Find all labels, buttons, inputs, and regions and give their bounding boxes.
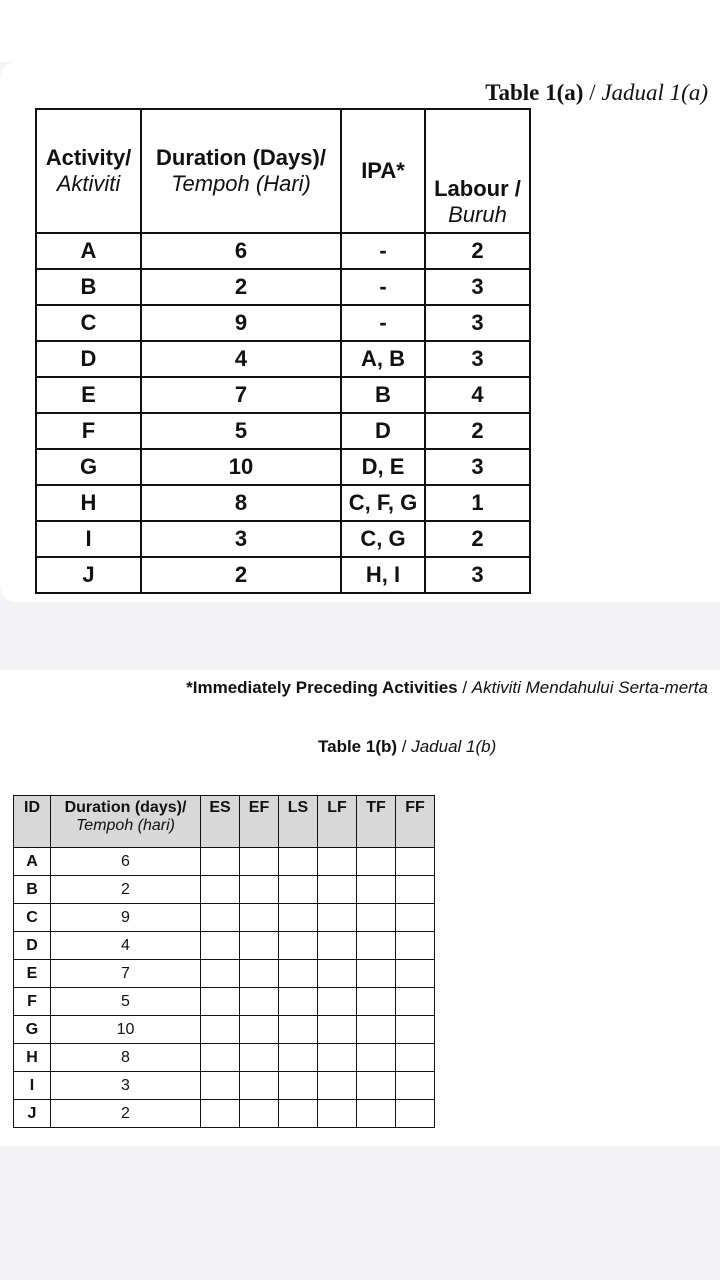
- cell-ff[interactable]: [396, 1016, 435, 1044]
- header-ef: EF: [240, 796, 279, 848]
- cell-ipa: -: [341, 233, 425, 269]
- cell-id: D: [14, 932, 51, 960]
- cell-es[interactable]: [201, 876, 240, 904]
- cell-tf[interactable]: [357, 960, 396, 988]
- cell-es[interactable]: [201, 1100, 240, 1128]
- cell-ls[interactable]: [279, 1016, 318, 1044]
- schedule-header-row: [14, 796, 435, 848]
- cell-es[interactable]: [201, 932, 240, 960]
- cell-ipa: C, G: [341, 521, 425, 557]
- cell-duration: 2: [51, 1100, 201, 1128]
- cell-ls[interactable]: [279, 932, 318, 960]
- schedule-row: [14, 876, 435, 904]
- header-activity-ms: Aktiviti: [56, 171, 121, 196]
- cell-ef[interactable]: [240, 904, 279, 932]
- cell-ff[interactable]: [396, 1100, 435, 1128]
- header-id: ID: [14, 796, 51, 848]
- header-lf: LF: [318, 796, 357, 848]
- cell-tf[interactable]: [357, 1100, 396, 1128]
- cell-ef[interactable]: [240, 1016, 279, 1044]
- cell-lf[interactable]: [318, 1072, 357, 1100]
- cell-ipa: B: [341, 377, 425, 413]
- cell-labour: 2: [425, 521, 530, 557]
- cell-id: A: [14, 848, 51, 876]
- cell-ipa: -: [341, 269, 425, 305]
- cell-ls[interactable]: [279, 1044, 318, 1072]
- cell-lf[interactable]: [318, 848, 357, 876]
- cell-ls[interactable]: [279, 988, 318, 1016]
- cell-ef[interactable]: [240, 1044, 279, 1072]
- cell-labour: 3: [425, 341, 530, 377]
- cell-duration: 7: [141, 377, 341, 413]
- cell-ef[interactable]: [240, 848, 279, 876]
- table-1b-title-ms: Jadual 1(b): [411, 737, 497, 756]
- header-activity: [36, 109, 141, 233]
- cell-ff[interactable]: [396, 988, 435, 1016]
- cell-lf[interactable]: [318, 904, 357, 932]
- cell-ff[interactable]: [396, 1072, 435, 1100]
- cell-duration: 10: [141, 449, 341, 485]
- cell-activity: A: [36, 233, 141, 269]
- top-blank-area: [0, 0, 720, 62]
- cell-ipa: D, E: [341, 449, 425, 485]
- cell-duration: 7: [51, 960, 201, 988]
- activity-table: [35, 108, 531, 594]
- schedule-row: [14, 904, 435, 932]
- cell-ef[interactable]: [240, 876, 279, 904]
- cell-tf[interactable]: [357, 876, 396, 904]
- header-duration: [51, 796, 201, 848]
- schedule-row: [14, 1044, 435, 1072]
- cell-labour: 3: [425, 449, 530, 485]
- cell-labour: 2: [425, 233, 530, 269]
- table-1a-title-en: Table 1(a): [485, 80, 584, 105]
- cell-es[interactable]: [201, 904, 240, 932]
- cell-es[interactable]: [201, 1016, 240, 1044]
- cell-lf[interactable]: [318, 1044, 357, 1072]
- cell-ipa: -: [341, 305, 425, 341]
- table-row: [36, 233, 530, 269]
- cell-lf[interactable]: [318, 960, 357, 988]
- title-separator: /: [583, 80, 602, 105]
- cell-ff[interactable]: [396, 904, 435, 932]
- cell-ls[interactable]: [279, 848, 318, 876]
- cell-id: G: [14, 1016, 51, 1044]
- cell-ef[interactable]: [240, 1100, 279, 1128]
- cell-tf[interactable]: [357, 932, 396, 960]
- cell-tf[interactable]: [357, 1044, 396, 1072]
- table-row: [36, 557, 530, 593]
- cell-es[interactable]: [201, 988, 240, 1016]
- cell-duration: 2: [141, 269, 341, 305]
- table-1b-title: [318, 737, 496, 757]
- cell-ff[interactable]: [396, 1044, 435, 1072]
- cell-lf[interactable]: [318, 932, 357, 960]
- title-separator: /: [397, 737, 412, 756]
- cell-activity: B: [36, 269, 141, 305]
- table-row: [36, 269, 530, 305]
- schedule-table: [13, 795, 435, 1128]
- cell-lf[interactable]: [318, 1100, 357, 1128]
- cell-activity: F: [36, 413, 141, 449]
- cell-ef[interactable]: [240, 988, 279, 1016]
- cell-es[interactable]: [201, 1072, 240, 1100]
- footnote-ms: Aktiviti Mendahului Serta-merta: [471, 678, 708, 697]
- cell-labour: 1: [425, 485, 530, 521]
- cell-activity: I: [36, 521, 141, 557]
- cell-ef[interactable]: [240, 1072, 279, 1100]
- schedule-row: [14, 1100, 435, 1128]
- cell-ipa: H, I: [341, 557, 425, 593]
- cell-es[interactable]: [201, 1044, 240, 1072]
- cell-labour: 3: [425, 305, 530, 341]
- cell-tf[interactable]: [357, 848, 396, 876]
- table-row: [36, 305, 530, 341]
- cell-duration: 4: [51, 932, 201, 960]
- cell-ls[interactable]: [279, 904, 318, 932]
- cell-labour: 2: [425, 413, 530, 449]
- cell-labour: 3: [425, 269, 530, 305]
- cell-duration: 2: [141, 557, 341, 593]
- schedule-row: [14, 988, 435, 1016]
- table-row: [36, 449, 530, 485]
- table-row: [36, 485, 530, 521]
- cell-ff[interactable]: [396, 960, 435, 988]
- schedule-row: [14, 1016, 435, 1044]
- header-duration-en: Duration (days)/: [64, 799, 187, 816]
- header-ipa: [341, 109, 425, 233]
- cell-activity: J: [36, 557, 141, 593]
- cell-tf[interactable]: [357, 1016, 396, 1044]
- cell-duration: 10: [51, 1016, 201, 1044]
- cell-tf[interactable]: [357, 904, 396, 932]
- cell-id: J: [14, 1100, 51, 1128]
- cell-ls[interactable]: [279, 876, 318, 904]
- table-row: [36, 377, 530, 413]
- footnote-separator: /: [457, 678, 472, 697]
- header-activity-en: Activity/: [45, 145, 132, 170]
- ipa-footnote: [186, 678, 708, 698]
- cell-duration: 8: [51, 1044, 201, 1072]
- cell-ipa: A, B: [341, 341, 425, 377]
- cell-ff[interactable]: [396, 876, 435, 904]
- table-row: [36, 521, 530, 557]
- cell-es[interactable]: [201, 960, 240, 988]
- header-labour-ms: Buruh: [448, 202, 507, 227]
- cell-duration: 3: [51, 1072, 201, 1100]
- cell-es[interactable]: [201, 848, 240, 876]
- cell-ls[interactable]: [279, 1072, 318, 1100]
- cell-id: I: [14, 1072, 51, 1100]
- cell-ipa: D: [341, 413, 425, 449]
- cell-activity: C: [36, 305, 141, 341]
- cell-ff[interactable]: [396, 932, 435, 960]
- table-1a-title: [485, 80, 708, 106]
- header-labour: [425, 109, 530, 233]
- cell-activity: H: [36, 485, 141, 521]
- cell-duration: 3: [141, 521, 341, 557]
- cell-ipa: C, F, G: [341, 485, 425, 521]
- header-ipa-label: IPA*: [361, 158, 405, 183]
- cell-tf[interactable]: [357, 1072, 396, 1100]
- header-duration-ms: Tempoh (Hari): [171, 171, 311, 196]
- header-duration-en: Duration (Days)/: [156, 145, 326, 170]
- cell-ef[interactable]: [240, 932, 279, 960]
- header-labour-en: Labour /: [434, 176, 521, 201]
- cell-ef[interactable]: [240, 960, 279, 988]
- table-1a-title-ms: Jadual 1(a): [601, 80, 708, 105]
- cell-id: H: [14, 1044, 51, 1072]
- cell-lf[interactable]: [318, 1016, 357, 1044]
- cell-activity: D: [36, 341, 141, 377]
- cell-lf[interactable]: [318, 988, 357, 1016]
- cell-id: E: [14, 960, 51, 988]
- cell-activity: E: [36, 377, 141, 413]
- cell-duration: 6: [51, 848, 201, 876]
- cell-ff[interactable]: [396, 848, 435, 876]
- cell-labour: 4: [425, 377, 530, 413]
- cell-duration: 6: [141, 233, 341, 269]
- table-header-row: [36, 109, 530, 233]
- cell-duration: 4: [141, 341, 341, 377]
- header-duration-ms: Tempoh (hari): [75, 817, 175, 834]
- table-row: [36, 413, 530, 449]
- header-tf: TF: [357, 796, 396, 848]
- cell-duration: 5: [141, 413, 341, 449]
- cell-duration: 9: [51, 904, 201, 932]
- cell-duration: 8: [141, 485, 341, 521]
- cell-ls[interactable]: [279, 960, 318, 988]
- cell-tf[interactable]: [357, 988, 396, 1016]
- cell-id: C: [14, 904, 51, 932]
- cell-lf[interactable]: [318, 876, 357, 904]
- cell-activity: G: [36, 449, 141, 485]
- cell-duration: 9: [141, 305, 341, 341]
- header-ff: FF: [396, 796, 435, 848]
- cell-labour: 3: [425, 557, 530, 593]
- table-row: [36, 341, 530, 377]
- footnote-en: *Immediately Preceding Activities: [186, 678, 458, 697]
- header-es: ES: [201, 796, 240, 848]
- cell-id: B: [14, 876, 51, 904]
- header-duration: [141, 109, 341, 233]
- table-1b-title-en: Table 1(b): [318, 737, 398, 756]
- cell-ls[interactable]: [279, 1100, 318, 1128]
- header-ls: LS: [279, 796, 318, 848]
- schedule-row: [14, 960, 435, 988]
- schedule-row: [14, 848, 435, 876]
- cell-duration: 5: [51, 988, 201, 1016]
- schedule-row: [14, 1072, 435, 1100]
- cell-duration: 2: [51, 876, 201, 904]
- cell-id: F: [14, 988, 51, 1016]
- schedule-row: [14, 932, 435, 960]
